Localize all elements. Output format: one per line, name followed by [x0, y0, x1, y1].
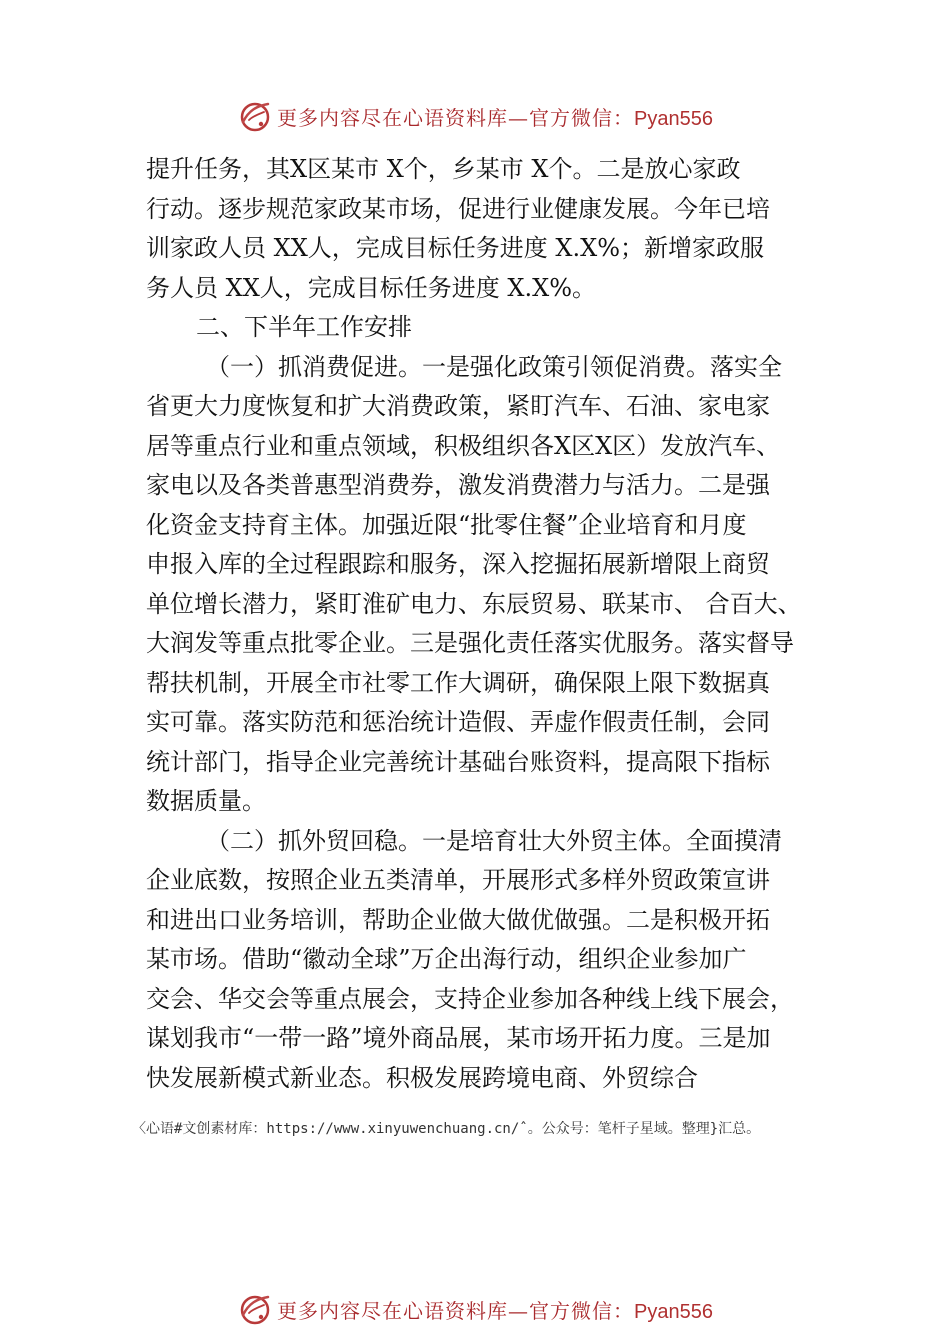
- body-line: 实可靠。落实防范和惩治统计造假、弄虚作假责任制，会同: [146, 708, 770, 736]
- body-line: 数据质量。: [146, 787, 266, 815]
- body-line: 化资金支持育主体。加强近限“批零住餐”企业培育和月度: [146, 510, 747, 539]
- source-note: 〈心语#文创素材库：https://www.xinyuwenchuang.cn/ˆ。公众号：笔杆子星域。整理}汇总。: [132, 1121, 761, 1137]
- body-line: 谋划我市“一带一路”境外商品展，某市场开拓力度。三是加: [146, 1024, 771, 1052]
- body-line: 某市场。借助“徽动全球”万企出海行动，组织企业参加广: [146, 945, 747, 973]
- body-line: 家电以及各类普惠型消费券，激发消费潜力与活力。二是强: [146, 471, 770, 499]
- body-line: 省更大力度恢复和扩大消费政策，紧盯汽车、石油、家电家: [146, 392, 770, 420]
- body-line: 统计部门，指导企业完善统计基础台账资料，提高限下指标: [146, 747, 770, 776]
- header-banner: [0, 96, 950, 136]
- document-body: [146, 150, 816, 1098]
- subsection-heading-1: （一）抓消费促进。一是强化政策引领促消费。落实全: [206, 352, 782, 381]
- body-line: 和进出口业务培训，帮助企业做大做优做强。二是积极开拓: [146, 905, 770, 934]
- subsection-heading-2: （二）抓外贸回稳。一是培育壮大外贸主体。全面摸清: [206, 826, 782, 855]
- section-heading: 二、下半年工作安排: [196, 313, 412, 341]
- body-line: 提升任务，其X区某市 X个，乡某市 X个。二是放心家政: [146, 155, 741, 183]
- body-line: 训家政人员 XX人，完成目标任务进度 X.X%；新增家政服: [146, 234, 765, 262]
- body-line: 帮扶机制，开展全市社零工作大调研，确保限上限下数据真: [146, 668, 770, 697]
- body-line: 企业底数，按照企业五类清单，开展形式多样外贸政策宣讲: [146, 866, 770, 894]
- body-line: 申报入库的全过程跟踪和服务，深入挖掘拓展新增限上商贸: [146, 550, 770, 578]
- brush-circle-logo-icon: [237, 98, 273, 134]
- body-line: 交会、华交会等重点展会，支持企业参加各种线上线下展会，: [146, 984, 794, 1013]
- body-line: 单位增长潜力，紧盯淮矿电力、东辰贸易、联某市、 合百大、: [146, 589, 802, 618]
- body-line: 居等重点行业和重点领域，积极组织各X区X区）发放汽车、: [146, 431, 781, 460]
- wechat-id: Pyan556: [634, 1300, 713, 1323]
- wechat-id: Pyan556: [634, 107, 713, 130]
- footer-banner-text: 更多内容尽在心语资料库—官方微信：Pyan556: [277, 1298, 713, 1323]
- body-line: 快发展新模式新业态。积极发展跨境电商、外贸综合: [146, 1063, 698, 1092]
- body-line: 行动。逐步规范家政某市场，促进行业健康发展。今年已培: [146, 194, 770, 223]
- body-line: 务人员 XX人，完成目标任务进度 X.X%。: [146, 273, 597, 302]
- brush-circle-logo-icon: [237, 1291, 273, 1327]
- body-line: 大润发等重点批零企业。三是强化责任落实优服务。落实督导: [146, 629, 794, 657]
- header-banner-text: 更多内容尽在心语资料库—官方微信：Pyan556: [277, 105, 713, 130]
- footer-banner: [0, 1289, 950, 1329]
